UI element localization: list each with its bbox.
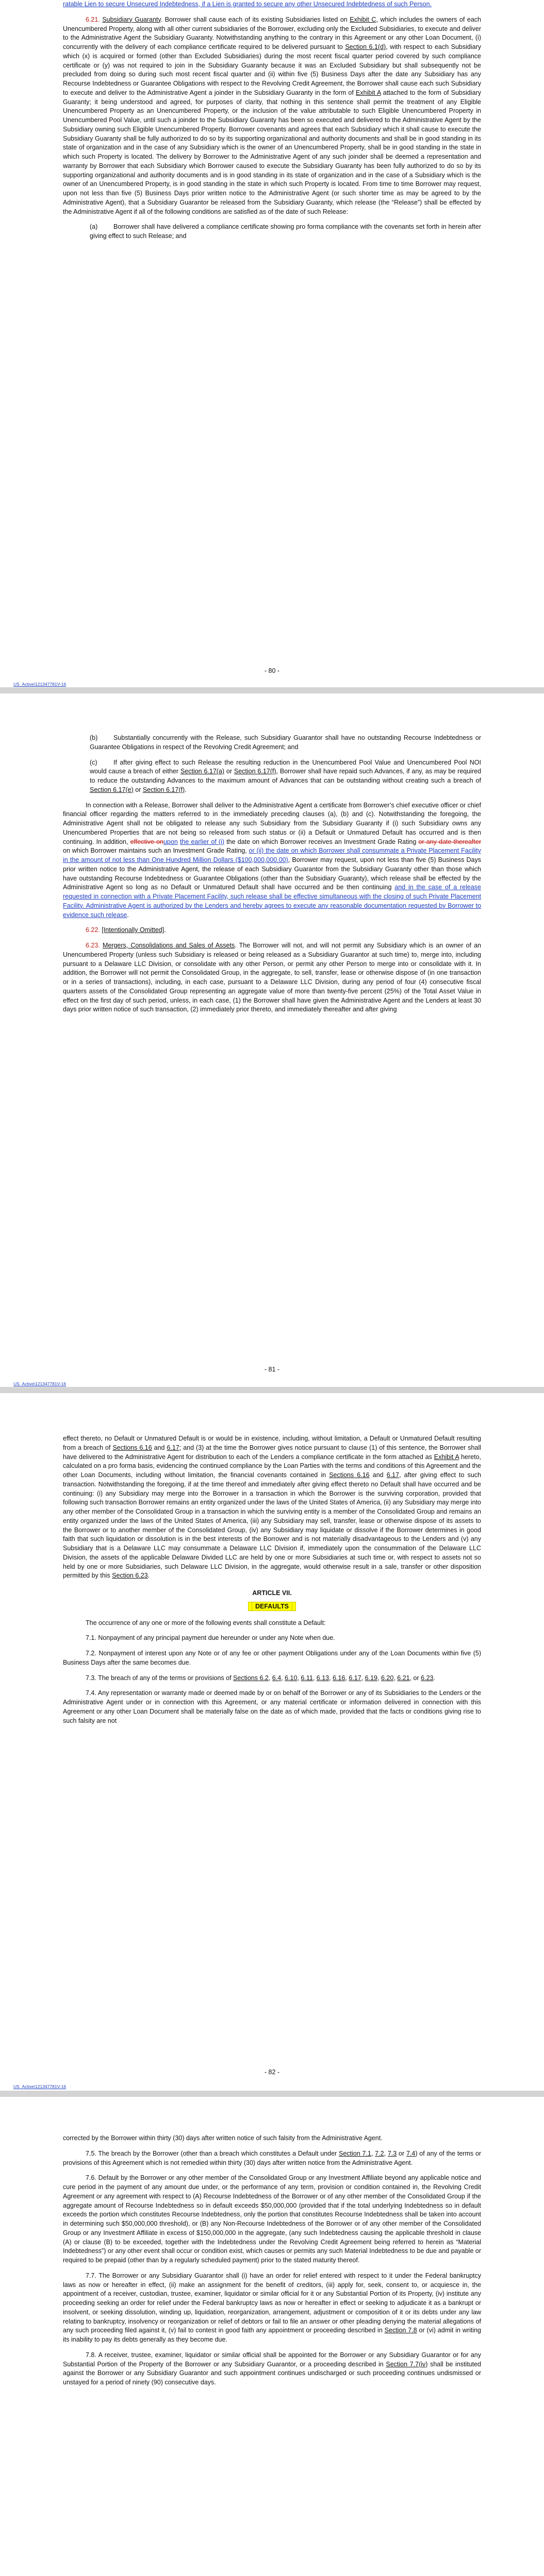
text-run: ,	[312, 1674, 317, 1682]
paragraph	[63, 0, 481, 9]
cross-reference: 6.16	[333, 1674, 345, 1682]
text-run: ,	[371, 2149, 375, 2157]
inserted-text: and in the case of a release requested in connection with a Private Placement Facility, such release shall be effective simultaneous with the closing of such Private Placement Facility. Administrative Agent is authorized by the Lenders and hereby agrees to execute any reasonable documentation requested by Borrower to evidence such release	[63, 884, 482, 919]
cross-reference: Section 6.17(f)	[142, 786, 185, 793]
paragraph	[63, 1674, 481, 1683]
text-run: ,	[384, 2149, 388, 2157]
cross-reference: Section 7.7(iv)	[386, 2360, 428, 2368]
text-run: ; and (3) at the time the Borrower gives notice pursuant to clause (1) of this sentence, the Borrower shall have delivered to the Administrative Agent for distribution to each of the Lenders a compliance certificate in the form attached as	[63, 1444, 481, 1461]
cross-reference: Section 6.23	[112, 1572, 148, 1580]
inserted-text: the earlier of (i)	[179, 838, 225, 845]
text-run: .	[185, 786, 187, 793]
text-run: The occurrence of any one or more of the following events shall constitute a Default:	[86, 1619, 326, 1626]
cross-reference: Subsidiary Guaranty	[102, 15, 161, 23]
cross-reference: 6.17	[386, 1471, 400, 1479]
cross-reference: Sections 6.2	[233, 1674, 269, 1682]
paragraph	[63, 1689, 481, 1725]
cross-reference: 6.13	[316, 1674, 329, 1682]
cross-reference: 6.17	[167, 1444, 179, 1451]
paragraph	[63, 223, 481, 241]
text-run: ,	[377, 1674, 381, 1682]
inserted-text: ratable Lien to secure Unsecured Indebtedness, if a Lien is granted to secure any other Unsecured Indebtedness of such Person.	[63, 1, 432, 8]
cross-reference: 7.2	[375, 2149, 384, 2157]
paragraph	[63, 1619, 481, 1628]
deleted-text: effective on	[130, 838, 163, 845]
text-run: .	[433, 1674, 435, 1682]
text-run: .	[127, 911, 129, 919]
document-page	[0, 2097, 544, 2576]
paragraph	[63, 1649, 481, 1668]
text-run: 7.7. The Borrower or any Subsidiary Guarantor shall (i) have an order for relief entered with respect to it under the Federal bankruptcy laws as now or hereafter in effect, (ii) make an assignment for the benefit of creditors, (iii) apply for, seek, consent to, or acquiesce in, the appointment of a receiver, custodian, trustee, examiner, liquidator or similar official for it or any Substantial Portion of its Property, (iv) institute any proceeding seeking an order for relief under the Federal bankruptcy laws as now or hereafter in effect or seeking to adjudicate it as a bankrupt or insolvent, or seeking dissolution, winding up, liquidation, reorganization, arrangement, adjustment or composition of it or its debts under any law relating to bankruptcy, insolvency or reorganization or relief of debtors or fail to file an answer or other pleading denying the material allegations of any such proceeding filed against it, (v) fail to contest in good faith any appointment or proceeding described in	[63, 2272, 481, 2334]
text-run: 7.5. The breach by the Borrower (other than a breach which constitutes a Default under	[86, 2149, 339, 2157]
document-page	[0, 1393, 544, 2091]
paragraph	[63, 2351, 481, 2387]
text-run: 7.1. Nonpayment of any principal payment due hereunder or under any Note when due.	[86, 1634, 335, 1642]
text-run: or	[133, 786, 143, 793]
paragraph	[63, 941, 481, 1014]
text-run: ,	[297, 1674, 301, 1682]
text-run: . The Borrower will not, and will not permit any Subsidiary which is an owner of an Unencumbered Property (unless such Subsidiary is released or being released as a Subsidiary Guarantor at such time) to, merge into, including pursuant to a Delaware LLC Division, or consolidate with any other Person, or permit any other Person to merge into or consolidate with it. In addition, the Borrower will not permit the Consolidated Group, in the aggregate, to sell, transfer, lease or otherwise dispose of (in one transaction or in a series of transactions), including, in each case, pursuant to a Delaware LLC Division, during any period of four (4) consecutive fiscal quarters assets of the Consolidated Group representing an aggregate value of more than twenty-five percent (25%) of the Total Asset Value in effect on the first day of such period, unless, in each case, (1) the Borrower shall have given the Administrative Agent and the Lenders at least 30 days prior written notice of such transaction, (2) immediately prior thereto, and immediately thereafter and after giving	[63, 942, 481, 1013]
page-number: - 81 -	[264, 1366, 280, 1373]
cross-reference: Exhibit A	[434, 1453, 459, 1461]
text-run: If after giving effect to such Release the resulting reduction in the Unencumbered Pool Value and Unencumbered Pool NOI would cause a breach of either	[90, 758, 481, 775]
document-id-footer: US_Active\121347781V-16	[13, 2084, 67, 2089]
text-run: and	[369, 1471, 387, 1479]
document-page	[0, 0, 544, 687]
text-run: corrected by the Borrower within thirty (30) days after written notice of such falsity from the Administrative Agent.	[63, 2134, 383, 2142]
text-run: .	[164, 926, 166, 934]
text-run: 7.8. A receiver, trustee, examiner, liquidator or similar official shall be appointed for the Borrower or any Subsidiary Guarantor or for any Substantial Portion of the Property of the Borrower or any Subsidiary Guarantor, or a proceeding described in	[63, 2351, 481, 2368]
cross-reference: 6.4	[272, 1674, 282, 1682]
page-number: - 80 -	[264, 667, 280, 674]
clause-label: (a)	[90, 223, 98, 231]
text-run: ,	[393, 1674, 398, 1682]
paragraph	[63, 2272, 481, 2345]
text-run: or	[397, 2149, 406, 2157]
cross-reference: Mergers, Consolidations and Sales of Assets	[102, 942, 235, 949]
cross-reference: Section 7.8	[384, 2327, 417, 2334]
text-run: Borrower shall have delivered a compliance certificate showing pro forma compliance with the covenants set forth in herein after giving effect to such Release; and	[90, 223, 481, 240]
text-run: shall be instituted against the Borrower or any Subsidiary Guarantor and such appointment continues undischarged or such proceeding continues undismissed or unstayed for a period of ninety (90) consecutive days.	[63, 2360, 481, 2386]
text-run: ARTICLE VII.	[252, 1589, 292, 1597]
article-heading	[63, 1589, 481, 1598]
document-id-footer: US_Active\121347781V-16	[13, 1381, 67, 1386]
section-number: 6.23.	[86, 942, 100, 949]
cross-reference: 6.21	[397, 1674, 410, 1682]
cross-reference: 6.17	[349, 1674, 361, 1682]
cross-reference: Section 6.1(d)	[345, 43, 386, 50]
cross-reference: 6.23	[421, 1674, 434, 1682]
text-run: In connection with a Release, Borrower shall deliver to the Administrative Agent a certificate from Borrower’s chief executive officer or chief financial officer regarding the matters referred to in the immediately preceding clauses (a), (b) and (c). Notwithstanding the foregoing, the Administrative Agent shall not be obligated to release any such Subsidiary from the Subsidiary Guaranty if (i) such Subsidiary owns any Unencumbered Properties that are not being so released from such status or (ii) a Default or Unmatured Default has occurred and is then continuing. In addition,	[63, 801, 481, 845]
cross-reference: [Intentionally Omitted]	[102, 926, 164, 934]
paragraph	[63, 758, 481, 795]
page-content	[63, 0, 481, 247]
cross-reference: 7.4	[406, 2149, 416, 2157]
text-run: or (vi) admit in writing its inability to pay its debts generally as they become due.	[63, 2327, 481, 2343]
clause-label: (c)	[90, 758, 97, 766]
cross-reference: Section 6.17(e)	[90, 786, 134, 793]
deleted-text: or any date thereafter	[418, 838, 481, 845]
cross-reference: 6.19	[365, 1674, 378, 1682]
cross-reference: 6.10	[285, 1674, 298, 1682]
text-run: 7.3. The breach of any of the terms or provisions of	[86, 1674, 234, 1682]
text-run: on which Borrower maintains such an Investment Grade Rating,	[63, 847, 249, 855]
text-run: 7.2. Nonpayment of interest upon any Note or of any fee or other payment Obligations under any of the Loan Documents within five (5) Business Days after the same becomes due.	[63, 1650, 481, 1666]
cross-reference: 6.11	[301, 1674, 313, 1682]
document-id-footer: US_Active\121347781V-16	[13, 682, 67, 687]
paragraph	[63, 15, 481, 217]
text-run: Substantially concurrently with the Release, such Subsidiary Guarantor shall have no outstanding Recourse Indebtedness or Guarantee Obligations in respect of the Revolving Credit Agreement; and	[90, 734, 481, 751]
page-content	[63, 734, 481, 1021]
text-run: . Borrower shall cause each of its existing Subsidiaries listed on	[160, 15, 350, 23]
cross-reference: Section 6.17(a)	[180, 768, 225, 775]
text-run: 7.6. Default by the Borrower or any other member of the Consolidated Group or any Investment Affiliate beyond any applicable notice and cure period in the payment of any amount due under, or the performance of any term, provision or condition contained in, the Revolving Credit Agreement or any agreement with respect to (A) Recourse Indebtedness of the Borrower or of any other member of the Consolidated Group if the aggregate amount of Recourse Indebtedness so in default exceeds $50,000,000 (provided that if the total underlying Indebtedness so in default exceeds the portion which constitutes Recourse Indebtedness, only the portion that constitutes Recourse Indebtedness shall be taken into account in determining such $50,000,000 threshold), or (B) any Non-Recourse Indebtedness of the Borrower or of any other member of the Consolidated Group or any Investment Affiliate in excess of $150,000,000 in the aggregate, (any such Indebtedness causing the applicable threshold in clause (A) or clause (B) to be exceeded, together with the Indebtedness under the Revolving Credit Agreement being referred to herein as “Material Indebtedness”) or any other event shall occur or condition exist, which causes or permits any such Material Indebtedness to be due and payable or required to be prepaid (other than by a regularly scheduled payment) prior to the stated maturity thereof.	[63, 2174, 481, 2264]
text-run: the date on which Borrower receives an Investment Grade Rating	[224, 838, 419, 845]
text-run: and	[152, 1444, 167, 1451]
text-run: ) of any of the terms or provisions of this Agreement which is not remedied within thirty (30) days after written notice from the Administrative Agent.	[63, 2149, 482, 2166]
text-run: ,	[268, 1674, 272, 1682]
text-run: , with respect to each Subsidiary which (x) is acquired or formed (other than Excluded Subsidiaries) during the most recent fiscal quarter period covered by such compliance certificate or (y) was not required to join in the Subsidiary Guaranty because it was an Excluded Subsidiary but shall subsequently not be precluded from doing so during such most recent fiscal quarter and (ii) within five (5) Business Days after the date any Subsidiary has any Recourse Indebtedness or Guarantee Obligations with respect to the Revolving Credit Agreement, the Borrower shall cause each such Subsidiary to execute and deliver to the Administrative Agent a joinder in the Subsidiary Guaranty in the form of	[63, 43, 482, 96]
section-heading	[63, 1602, 481, 1612]
cross-reference: Sections 6.16	[329, 1471, 370, 1479]
text-run: .	[147, 1572, 150, 1580]
cross-reference: Section 7.1	[339, 2149, 371, 2157]
paragraph	[63, 801, 481, 920]
paragraph	[63, 2174, 481, 2265]
text-run: , Borrower shall have repaid such Advances, if any, as may be required to reduce the outstanding Advances to the maximum amount of Advances that can be outstanding without creating such a breach of	[90, 768, 482, 784]
cross-reference: 6.20	[381, 1674, 394, 1682]
paragraph	[63, 926, 481, 935]
text-run: , which includes the owners of each Unencumbered Property, along with all other current subsidiaries of the Borrower, excluding only the Excluded Subsidiaries, to execute and deliver to the Administrative Agent the Subsidiary Guaranty. Notwithstanding anything to the contrary in this Agreement or any other Loan Document, (i) concurrently with the delivery of each compliance certificate required to be delivered pursuant to	[63, 15, 481, 50]
paragraph	[63, 734, 481, 752]
paragraph	[63, 2149, 481, 2168]
cross-reference: Exhibit C	[350, 15, 376, 23]
text-run: ,	[345, 1674, 349, 1682]
text-run: hereto, calculated on a pro forma basis, evidencing the continued compliance by the Loan Parties with the terms and conditions of this Agreement and the other Loan Documents, including without limitation, the financial covenants contained in	[63, 1453, 482, 1479]
text-run: , Borrower may request, upon not less than five (5) Business Days prior written notice to the Administrative Agent, the release of each Subsidiary Guarantor from the Subsidiary Guaranty other than those which have outstanding Recourse Indebtedness or Guarantee Obligations (other than the Subsidiary Guaranty), which release shall be effected by the Administrative Agent so long as no Default or Unmatured Default shall have occurred and be then continuing	[63, 856, 481, 891]
text-run: or	[224, 768, 234, 775]
cross-reference: Sections 6.16	[112, 1444, 152, 1451]
cross-reference: Section 6.17(f)	[234, 768, 276, 775]
text-run: 7.4. Any representation or warranty made or deemed made by or on behalf of the Borrower or any of its Subsidiaries to the Lenders or the Administrative Agent under or in connection with this Agreement, or any material certificate or information delivered in connection with this Agreement or any other Loan Document shall be materially false on the date as of which made, provided that the facts or conditions giving rise to such falsity are not	[63, 1689, 481, 1724]
text-run: effect thereto, no Default or Unmatured Default is or would be in existence, including, without limitation, a Default or Unmatured Default resulting from a breach of	[63, 1435, 481, 1451]
text-run: ,	[281, 1674, 285, 1682]
text-run: ,	[329, 1674, 333, 1682]
paragraph	[63, 1434, 481, 1581]
paragraph	[63, 1634, 481, 1643]
inserted-text: or (ii) the date on which Borrower shall consummate a Private Placement Facility in the amount of not less than One Hundred Million Dollars ($100,000,000.00)	[63, 847, 482, 863]
page-number: - 82 -	[264, 2069, 280, 2076]
cross-reference: 7.3	[387, 2149, 397, 2157]
document-page	[0, 693, 544, 1387]
section-number: 6.21.	[86, 15, 100, 23]
text-run: attached to the form of Subsidiary Guaranty; it being understood and agreed, for purposes of clarity, that nothing in this sentence shall permit the treatment of any Eligible Unencumbered Property as an Unencumbered Property, or the inclusion of the value attributable to such Eligible Unencumbered Property in Unencumbered Pool Value, until such a joinder to the Subsidiary Guaranty has been so executed and delivered to the Administrative Agent by the Subsidiary owning such Eligible Unencumbered Property. Borrower covenants and agrees that each Subsidiary which it shall cause to execute the Subsidiary Guaranty shall be fully authorized to do so by its supporting organizational and authority documents and shall be in good standing in its state of organization and in the case of any Subsidiary which is the owner of an Unencumbered Property, shall be in good standing in the state in which such Property is located. The delivery by Borrower to the Administrative Agent of any such joinder shall be deemed a representation and warranty by Borrower that each Subsidiary which Borrower caused to execute the Subsidiary Guaranty has been fully authorized to do so by its supporting organizational and authority documents and is in good standing in its state of organization and in the case of a Subsidiary which is the owner of an Unencumbered Property, is in good standing in the state in which such Property is located. From time to time Borrower may request, upon not less than five (5) Business Days prior written notice to the Administrative Agent (or such shorter time as may be agreed to by the Administrative Agent), that a Subsidiary Guarantor be released from the Subsidiary Guaranty, which release (the “Release”) shall be effected by the Administrative Agent if all of the following conditions are satisfied as of the date of such Release:	[63, 89, 482, 215]
cross-reference: Exhibit A	[355, 89, 381, 96]
page-content	[63, 2134, 481, 2394]
paragraph	[63, 2134, 481, 2143]
clause-label: (b)	[90, 734, 98, 741]
text-run: ,	[361, 1674, 365, 1682]
section-number: 6.22.	[86, 926, 100, 934]
inserted-text: upon	[163, 838, 178, 845]
text-run: DEFAULTS	[252, 1602, 292, 1611]
text-run: , after giving effect to such transaction. Notwithstanding the foregoing, if at the time thereof and immediately after giving effect thereto no Default shall have occurred and be continuing: (i) any Subsidiary may merge into the Borrower in a transaction in which the Borrower is the surviving corporation, provided that following such transaction Borrower remains an entity organized under the laws of the United States of America, (ii) any Subsidiary may merge into any other member of the Consolidated Group in a transaction in which the surviving entity is a member of the Consolidated Group and remains an entity organized under the laws of the United States of America, (iii) any Subsidiary may sell, transfer, lease or otherwise dispose of its assets to the Borrower or to another member of the Consolidated Group, (iv) any Subsidiary may liquidate or dissolve if the Borrower determines in good faith that such liquidation or dissolution is in the best interests of the Borrower and is not materially disadvantageous to the Lenders and (v) any Subsidiary that is a Delaware LLC may consummate a Delaware LLC Division if, immediately upon the consummation of the Delaware LLC Division, the assets of the applicable Delaware Divided LLC are held by one or more Subsidiaries at such time or, with respect to assets not so held by one or more Subsidiaries, such Delaware LLC Division, in the aggregate, would otherwise result in a sale, transfer or other disposition permitted by this	[63, 1471, 481, 1580]
page-content	[63, 1434, 481, 1732]
text-run: , or	[409, 1674, 421, 1682]
